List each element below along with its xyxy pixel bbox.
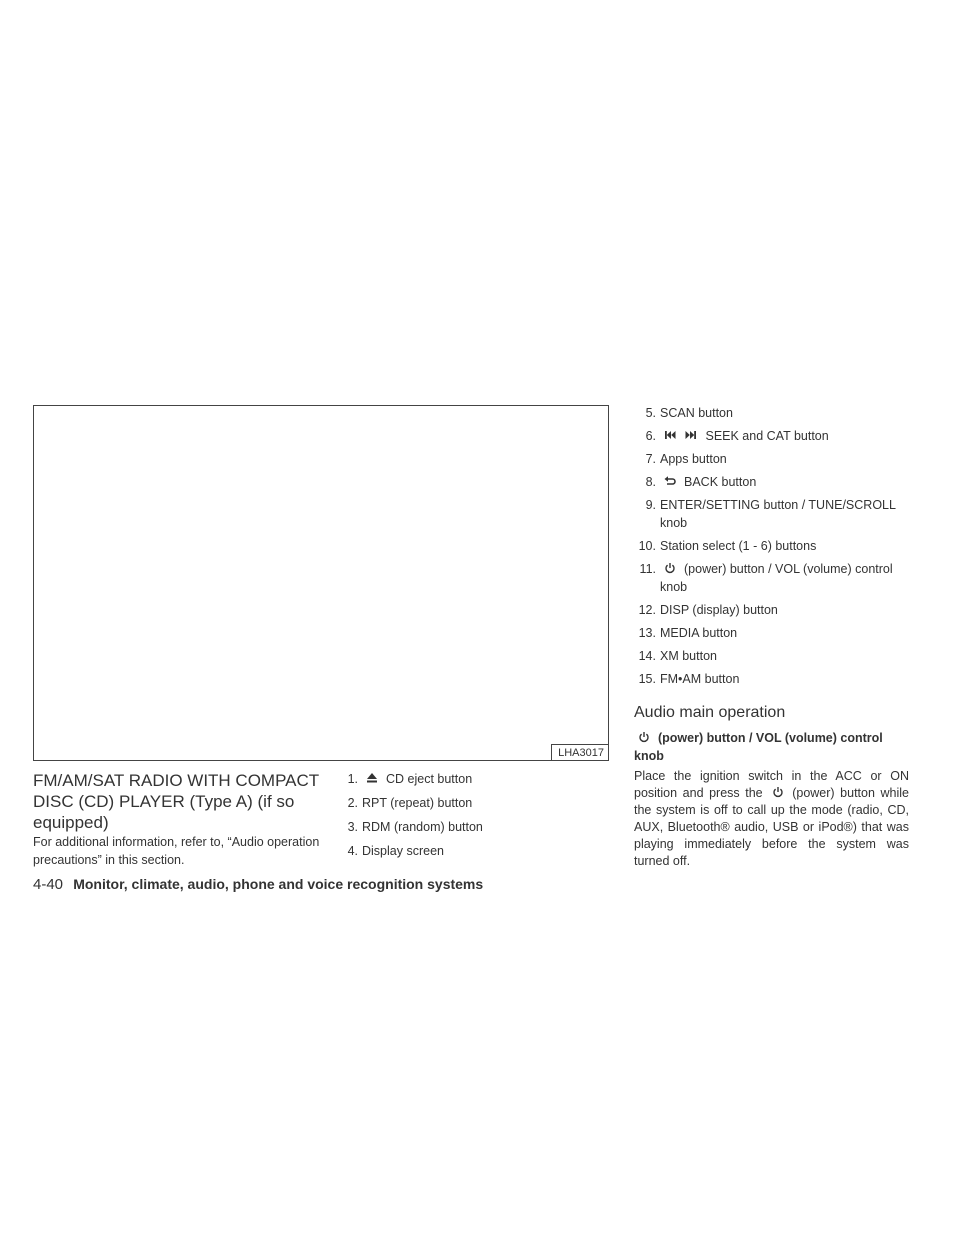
list-item-label: DISP (display) button bbox=[660, 603, 778, 617]
list-item-label: RDM (random) button bbox=[362, 820, 483, 834]
footer-section-title: Monitor, climate, audio, phone and voice recognition systems bbox=[73, 876, 484, 892]
skip-back-icon bbox=[664, 429, 676, 441]
list-item: 12. DISP (display) button bbox=[638, 603, 778, 617]
list-item: 2. RPT (repeat) button bbox=[347, 796, 473, 810]
list-item-label: CD eject button bbox=[386, 772, 473, 786]
list-item: 11. (power) button / VOL (volume) control knob bbox=[639, 562, 893, 594]
list-item: 7. Apps button bbox=[645, 452, 727, 466]
list-item-label: Display screen bbox=[362, 844, 444, 858]
audio-body: Place the ignition switch in the ACC or ON position and press the (power) button while the system is off to call up the mode (radio, CD, AUX, Bluetooth® audio, USB or iPod®) that was playing immediately before the system was turned off. bbox=[634, 769, 909, 868]
list-item: 6. SEEK and CAT button bbox=[645, 429, 829, 443]
power-icon bbox=[772, 786, 784, 798]
list-item: 9. ENTER/SETTING button / TUNE/SCROLL knob bbox=[645, 498, 896, 530]
list-item: 13. MEDIA button bbox=[638, 626, 738, 640]
list-item-label: RPT (repeat) button bbox=[362, 796, 473, 810]
list-item: 5. SCAN button bbox=[645, 406, 733, 420]
page-footer bbox=[33, 876, 483, 893]
list-item-label: ENTER/SETTING button / TUNE/SCROLL knob bbox=[660, 498, 896, 530]
power-icon bbox=[664, 562, 676, 574]
figure-label: LHA3017 bbox=[551, 744, 608, 760]
list-item: 10. Station select (1 - 6) buttons bbox=[638, 539, 817, 553]
list-item-label: BACK button bbox=[684, 475, 757, 489]
section-intro: For additional information, refer to, “Audio operation precautions” in this section. bbox=[33, 835, 320, 867]
audio-heading: Audio main operation bbox=[634, 704, 786, 721]
list-item: 8. BACK button bbox=[645, 475, 757, 489]
list-item-label: Apps button bbox=[660, 452, 727, 466]
list-item: 14. XM button bbox=[638, 649, 717, 663]
list-item-label: Station select (1 - 6) buttons bbox=[660, 539, 817, 553]
page-number: 4-40 bbox=[33, 876, 64, 893]
list-item-label: (power) button / VOL (volume) control knob bbox=[660, 562, 893, 594]
controls-list-part1 bbox=[336, 770, 606, 866]
list-item-label: MEDIA button bbox=[660, 626, 738, 640]
list-item-label: SCAN button bbox=[660, 406, 733, 420]
list-item-label: XM button bbox=[660, 649, 717, 663]
list-item: 3. RDM (random) button bbox=[347, 820, 483, 834]
controls-list-part2 bbox=[634, 404, 909, 693]
power-icon bbox=[638, 731, 650, 743]
list-item: 15. FM•AM button bbox=[638, 672, 740, 686]
list-item: 4. Display screen bbox=[347, 844, 444, 858]
list-item: 1. CD eject button bbox=[347, 772, 473, 786]
audio-subheading: (power) button / VOL (volume) control knob bbox=[634, 731, 883, 763]
list-item-label: SEEK and CAT button bbox=[705, 429, 829, 443]
eject-icon bbox=[366, 772, 378, 784]
radio-illustration bbox=[33, 405, 609, 761]
skip-forward-icon bbox=[685, 429, 697, 441]
back-arrow-icon bbox=[664, 475, 676, 487]
list-item-label: FM•AM button bbox=[660, 672, 740, 686]
section-heading: FM/AM/SAT RADIO WITH COMPACT DISC (CD) PLAYER (Type A) (if so equipped) bbox=[33, 771, 319, 832]
